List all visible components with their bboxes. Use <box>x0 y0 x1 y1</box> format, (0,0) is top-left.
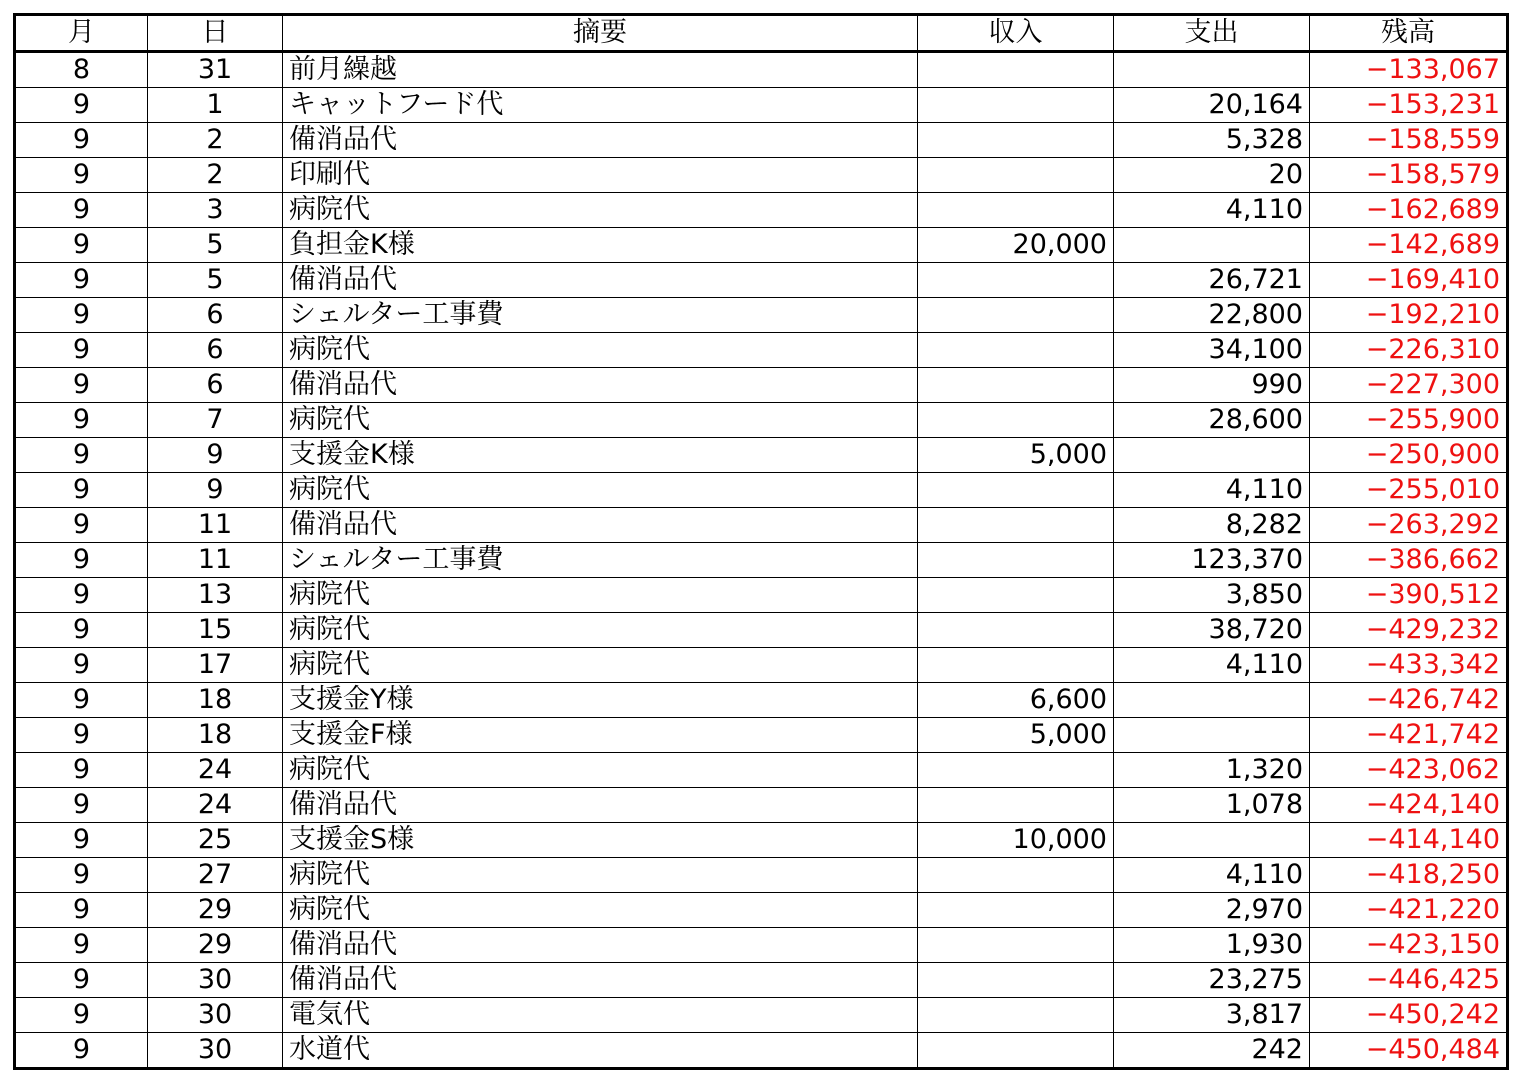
cell-month: 9 <box>15 613 148 648</box>
cell-expense: 23,275 <box>1114 963 1310 998</box>
cell-balance: −386,662 <box>1310 543 1508 578</box>
cell-expense: 2,970 <box>1114 893 1310 928</box>
cell-description: シェルター工事費 <box>283 543 918 578</box>
cell-description: シェルター工事費 <box>283 298 918 333</box>
cell-expense: 1,320 <box>1114 753 1310 788</box>
cell-month: 9 <box>15 403 148 438</box>
cell-month: 9 <box>15 508 148 543</box>
cell-balance: −390,512 <box>1310 578 1508 613</box>
cell-description: 病院代 <box>283 753 918 788</box>
cell-month: 9 <box>15 543 148 578</box>
cell-month: 9 <box>15 123 148 158</box>
cell-expense: 8,282 <box>1114 508 1310 543</box>
cell-expense: 3,850 <box>1114 578 1310 613</box>
cell-expense: 20,164 <box>1114 88 1310 123</box>
cell-expense: 34,100 <box>1114 333 1310 368</box>
cell-income <box>918 893 1114 928</box>
table-row <box>15 858 1508 893</box>
cell-day: 15 <box>148 613 283 648</box>
cell-description: 支援金Y様 <box>283 683 918 718</box>
cell-description: 負担金K様 <box>283 228 918 263</box>
cell-day: 29 <box>148 893 283 928</box>
table-row <box>15 438 1508 473</box>
cell-balance: −158,559 <box>1310 123 1508 158</box>
cell-month: 9 <box>15 333 148 368</box>
cell-expense <box>1114 228 1310 263</box>
cell-expense: 20 <box>1114 158 1310 193</box>
cell-day: 5 <box>148 228 283 263</box>
table-row <box>15 1033 1508 1069</box>
cell-day: 30 <box>148 998 283 1033</box>
cell-balance: −226,310 <box>1310 333 1508 368</box>
cell-day: 30 <box>148 963 283 998</box>
cell-month: 9 <box>15 298 148 333</box>
cell-expense: 990 <box>1114 368 1310 403</box>
cell-day: 27 <box>148 858 283 893</box>
cell-balance: −192,210 <box>1310 298 1508 333</box>
cell-month: 9 <box>15 718 148 753</box>
cell-income: 6,600 <box>918 683 1114 718</box>
cell-description: 支援金K様 <box>283 438 918 473</box>
cell-month: 9 <box>15 928 148 963</box>
cell-description: 病院代 <box>283 893 918 928</box>
cell-month: 9 <box>15 1033 148 1069</box>
cell-income <box>918 998 1114 1033</box>
table-row <box>15 228 1508 263</box>
cell-day: 6 <box>148 298 283 333</box>
cell-description: 電気代 <box>283 998 918 1033</box>
header-description: 摘要 <box>283 15 918 52</box>
cell-expense: 4,110 <box>1114 648 1310 683</box>
table-row <box>15 753 1508 788</box>
cell-day: 30 <box>148 1033 283 1069</box>
cell-day: 2 <box>148 123 283 158</box>
cell-expense: 242 <box>1114 1033 1310 1069</box>
cell-expense: 123,370 <box>1114 543 1310 578</box>
cell-description: 備消品代 <box>283 963 918 998</box>
cell-income <box>918 298 1114 333</box>
cell-description: 備消品代 <box>283 508 918 543</box>
ledger-body <box>15 52 1508 1069</box>
cell-balance: −450,484 <box>1310 1033 1508 1069</box>
cell-balance: −421,742 <box>1310 718 1508 753</box>
cell-description: 水道代 <box>283 1033 918 1069</box>
cell-description: 病院代 <box>283 648 918 683</box>
cell-balance: −162,689 <box>1310 193 1508 228</box>
cell-month: 9 <box>15 858 148 893</box>
cell-income <box>918 613 1114 648</box>
table-row <box>15 298 1508 333</box>
header-balance: 残高 <box>1310 15 1508 52</box>
table-row <box>15 333 1508 368</box>
cell-description: 病院代 <box>283 333 918 368</box>
cell-balance: −421,220 <box>1310 893 1508 928</box>
cell-expense <box>1114 683 1310 718</box>
cell-description: 備消品代 <box>283 368 918 403</box>
cell-month: 9 <box>15 438 148 473</box>
cell-expense: 4,110 <box>1114 473 1310 508</box>
cell-balance: −255,010 <box>1310 473 1508 508</box>
cell-day: 17 <box>148 648 283 683</box>
cell-month: 9 <box>15 193 148 228</box>
cell-day: 6 <box>148 333 283 368</box>
cell-income <box>918 648 1114 683</box>
cell-description: 病院代 <box>283 578 918 613</box>
cell-month: 8 <box>15 52 148 88</box>
cell-month: 9 <box>15 893 148 928</box>
cell-description: 備消品代 <box>283 123 918 158</box>
cell-month: 9 <box>15 998 148 1033</box>
table-row <box>15 788 1508 823</box>
header-income: 収入 <box>918 15 1114 52</box>
cell-balance: −227,300 <box>1310 368 1508 403</box>
cell-description: 備消品代 <box>283 928 918 963</box>
cell-balance: −153,231 <box>1310 88 1508 123</box>
cell-balance: −429,232 <box>1310 613 1508 648</box>
cell-income <box>918 52 1114 88</box>
table-row <box>15 158 1508 193</box>
cell-income: 10,000 <box>918 823 1114 858</box>
cell-income <box>918 858 1114 893</box>
cell-description: 前月繰越 <box>283 52 918 88</box>
cell-month: 9 <box>15 578 148 613</box>
cell-balance: −133,067 <box>1310 52 1508 88</box>
table-row <box>15 88 1508 123</box>
cell-balance: −446,425 <box>1310 963 1508 998</box>
cell-balance: −158,579 <box>1310 158 1508 193</box>
cell-day: 7 <box>148 403 283 438</box>
cell-balance: −414,140 <box>1310 823 1508 858</box>
cell-month: 9 <box>15 368 148 403</box>
cell-day: 31 <box>148 52 283 88</box>
cell-income <box>918 88 1114 123</box>
cell-day: 9 <box>148 438 283 473</box>
cell-day: 1 <box>148 88 283 123</box>
cell-month: 9 <box>15 228 148 263</box>
table-row <box>15 403 1508 438</box>
cell-balance: −250,900 <box>1310 438 1508 473</box>
cell-income <box>918 753 1114 788</box>
cell-description: 支援金F様 <box>283 718 918 753</box>
cell-expense: 38,720 <box>1114 613 1310 648</box>
cell-balance: −142,689 <box>1310 228 1508 263</box>
cell-income <box>918 788 1114 823</box>
cell-income <box>918 928 1114 963</box>
cell-expense: 4,110 <box>1114 193 1310 228</box>
cell-day: 11 <box>148 508 283 543</box>
cell-balance: −433,342 <box>1310 648 1508 683</box>
cell-balance: −169,410 <box>1310 263 1508 298</box>
cell-income <box>918 1033 1114 1069</box>
cell-day: 18 <box>148 683 283 718</box>
cell-income <box>918 963 1114 998</box>
cell-balance: −423,150 <box>1310 928 1508 963</box>
cell-month: 9 <box>15 683 148 718</box>
cell-day: 24 <box>148 788 283 823</box>
cell-day: 13 <box>148 578 283 613</box>
cell-expense <box>1114 438 1310 473</box>
table-row <box>15 928 1508 963</box>
cell-day: 2 <box>148 158 283 193</box>
cell-income <box>918 193 1114 228</box>
table-row <box>15 613 1508 648</box>
table-row <box>15 52 1508 88</box>
cell-month: 9 <box>15 788 148 823</box>
cell-income <box>918 158 1114 193</box>
table-row <box>15 473 1508 508</box>
table-row <box>15 718 1508 753</box>
cell-day: 3 <box>148 193 283 228</box>
cell-month: 9 <box>15 963 148 998</box>
cell-income: 20,000 <box>918 228 1114 263</box>
cell-balance: −255,900 <box>1310 403 1508 438</box>
cell-day: 29 <box>148 928 283 963</box>
cell-expense: 1,078 <box>1114 788 1310 823</box>
table-row <box>15 998 1508 1033</box>
cell-month: 9 <box>15 88 148 123</box>
cell-day: 18 <box>148 718 283 753</box>
cell-description: キャットフード代 <box>283 88 918 123</box>
table-row <box>15 368 1508 403</box>
cell-balance: −423,062 <box>1310 753 1508 788</box>
table-row <box>15 648 1508 683</box>
table-row <box>15 963 1508 998</box>
cell-description: 支援金S様 <box>283 823 918 858</box>
cell-expense <box>1114 823 1310 858</box>
cell-day: 24 <box>148 753 283 788</box>
table-row <box>15 263 1508 298</box>
cell-expense: 22,800 <box>1114 298 1310 333</box>
cell-income <box>918 508 1114 543</box>
cell-description: 病院代 <box>283 858 918 893</box>
cell-month: 9 <box>15 158 148 193</box>
header-expense: 支出 <box>1114 15 1310 52</box>
cell-description: 備消品代 <box>283 788 918 823</box>
cell-day: 25 <box>148 823 283 858</box>
table-row <box>15 823 1508 858</box>
cell-income <box>918 123 1114 158</box>
cell-income <box>918 543 1114 578</box>
cell-description: 病院代 <box>283 613 918 648</box>
cell-description: 病院代 <box>283 473 918 508</box>
header-row <box>15 15 1508 52</box>
cell-day: 6 <box>148 368 283 403</box>
cell-income: 5,000 <box>918 718 1114 753</box>
table-row <box>15 893 1508 928</box>
cell-balance: −450,242 <box>1310 998 1508 1033</box>
cell-month: 9 <box>15 648 148 683</box>
cell-balance: −426,742 <box>1310 683 1508 718</box>
cell-expense: 4,110 <box>1114 858 1310 893</box>
cell-month: 9 <box>15 753 148 788</box>
table-row <box>15 543 1508 578</box>
cell-expense: 1,930 <box>1114 928 1310 963</box>
cell-month: 9 <box>15 263 148 298</box>
table-row <box>15 508 1508 543</box>
cell-income <box>918 403 1114 438</box>
cell-expense: 28,600 <box>1114 403 1310 438</box>
table-row <box>15 578 1508 613</box>
cell-day: 9 <box>148 473 283 508</box>
cell-expense <box>1114 52 1310 88</box>
table-row <box>15 683 1508 718</box>
cell-balance: −424,140 <box>1310 788 1508 823</box>
cell-income <box>918 578 1114 613</box>
cell-income <box>918 368 1114 403</box>
cell-day: 5 <box>148 263 283 298</box>
cell-description: 病院代 <box>283 403 918 438</box>
table-row <box>15 193 1508 228</box>
cell-expense: 26,721 <box>1114 263 1310 298</box>
cell-income <box>918 333 1114 368</box>
table-row <box>15 123 1508 158</box>
cell-description: 印刷代 <box>283 158 918 193</box>
cell-balance: −263,292 <box>1310 508 1508 543</box>
cell-month: 9 <box>15 473 148 508</box>
cell-expense <box>1114 718 1310 753</box>
cell-income: 5,000 <box>918 438 1114 473</box>
cell-balance: −418,250 <box>1310 858 1508 893</box>
cell-expense: 5,328 <box>1114 123 1310 158</box>
ledger-table <box>13 13 1509 1070</box>
cell-income <box>918 473 1114 508</box>
header-day: 日 <box>148 15 283 52</box>
cell-month: 9 <box>15 823 148 858</box>
header-month: 月 <box>15 15 148 52</box>
cell-day: 11 <box>148 543 283 578</box>
cell-description: 備消品代 <box>283 263 918 298</box>
cell-description: 病院代 <box>283 193 918 228</box>
cell-expense: 3,817 <box>1114 998 1310 1033</box>
cell-income <box>918 263 1114 298</box>
